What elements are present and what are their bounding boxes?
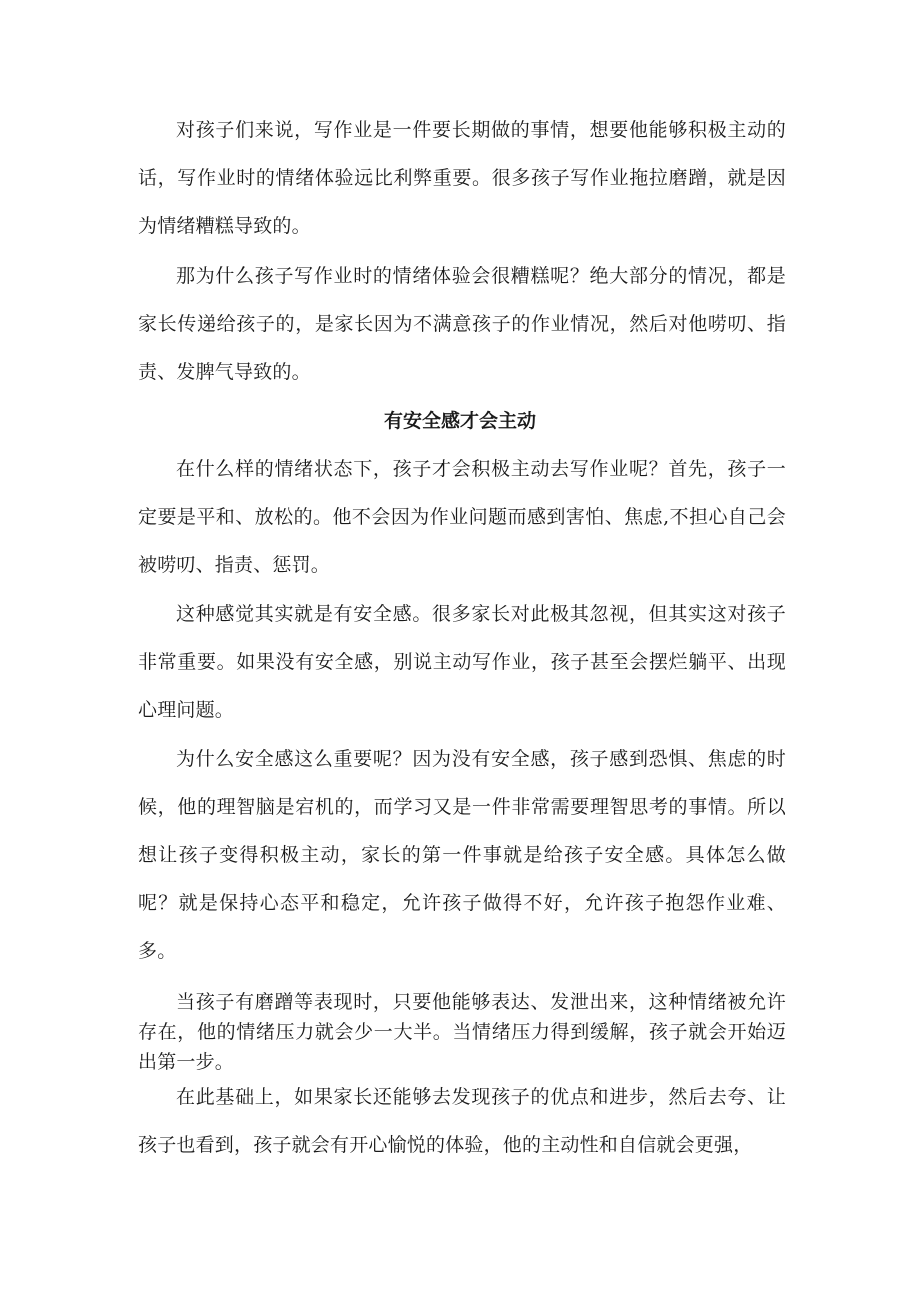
paragraph-2: 那为什么孩子写作业时的情绪体验会很糟糕呢？绝大部分的情况，都是家长传递给孩子的，是家长因为不满意孩子的作业情况，然后对他唠叨、指责、发脾气导致的。 [138,265,786,383]
paragraph-4: 这种感觉其实就是有安全感。很多家长对此极其忽视，但其实这对孩子非常重要。如果没有安全感，别说主动写作业，孩子甚至会摆烂躺平、出现心理问题。 [138,603,786,721]
paragraph-3: 在什么样的情绪状态下，孩子才会积极主动去写作业呢？首先，孩子一定要是平和、放松的。他不会因为作业问题而感到害怕、焦虑,不担心自己会被唠叨、指责、惩罚。 [138,458,786,576]
paragraph-5: 为什么安全感这么重要呢？因为没有安全感，孩子感到恐惧、焦虑的时候，他的理智脑是宕机的，而学习又是一件非常需要理智思考的事情。所以想让孩子变得积极主动，家长的第一件事就是给孩子安全感。具体怎么做呢？就是保持心态平和稳定，允许孩子做得不好，允许孩子抱怨作业难、多。 [138,748,786,962]
paragraph-7: 在此基础上，如果家长还能够去发现孩子的优点和进步，然后去夸、让孩子也看到，孩子就会有开心愉悦的体验，他的主动性和自信就会更强， [138,1086,786,1156]
section-heading: 有安全感才会主动 [383,410,536,432]
paragraph-1: 对孩子们来说，写作业是一件要长期做的事情，想要他能够积极主动的话，写作业时的情绪体验远比利弊重要。很多孩子写作业拖拉磨蹭，就是因为情绪糟糕导致的。 [138,119,786,237]
paragraph-6: 当孩子有磨蹭等表现时，只要他能够表达、发泄出来，这种情绪被允许存在，他的情绪压力就会少一大半。当情绪压力得到缓解，孩子就会开始迈出第一步。 [138,991,786,1073]
